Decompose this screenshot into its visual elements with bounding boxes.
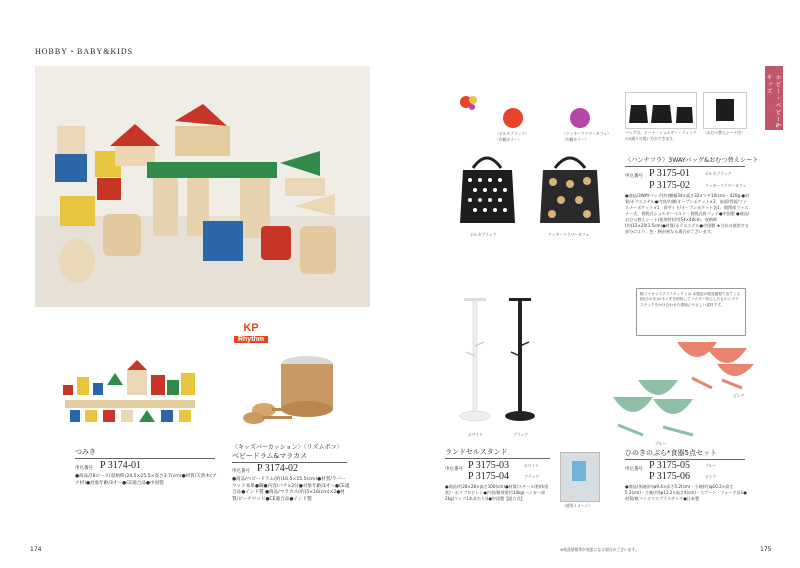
product-desc: ●商品/茶碗(約)φ9.4×高さ5.2(cm)・小碗(約)φ10.2×高さ5.2(cm)・小鉢(約)φ11.2×高さ4(cm)・スプーン・フォーク各1●材質/植バイオマスプラスチック●日本製 <box>625 484 747 501</box>
bag-polka-label: ポルカブラック <box>470 232 497 237</box>
blue-label: ブルー <box>655 441 667 446</box>
bag-cookie-label: クッキーフラワーカフェ <box>548 232 590 237</box>
rhythm-title-1: 〈キッズパーカッション〉〈リズムポコ〉 <box>232 444 343 451</box>
swatch-cookie <box>570 108 590 128</box>
variant: ホワイト <box>524 463 540 468</box>
page-number-right: 175 <box>760 546 772 553</box>
hero-photo <box>35 66 370 307</box>
bag-title: 〈ハンナフラ〉3WAYバッグ&おむつ替えシート <box>625 157 759 164</box>
divider <box>445 458 550 459</box>
bowls-title: ひのきのぷら*食器5点セット <box>625 449 717 457</box>
product-code: P 3174-02 <box>257 463 299 474</box>
bag-ways-image <box>625 92 697 129</box>
product-code: P 3175-04 <box>468 471 510 482</box>
product-desc: ●商品/3WAYバッグ(約)横幅34×高さ32×マチ10(cm)・420g ●材質/ポリエステル●内容/内側/オープンポケット×3、前面/背面/ファスナーポケット×1、両サイド/オープンポケット各1、開閉部ファスナー式、着脱式ショルダーベルト・着脱式肩パッド●中国製 ●商品/おむつ替えシート(使用時)(約)54×40cm、収納時(約)13×20(1.5cm)●材質/ポリエステル●中国製 ★当社の使用する部分により、色・柄が異なる場合がございます。 <box>625 193 750 234</box>
product-desc: ●商品/ベビードラム(約)16.5×15.5(cm)●材質/ラバーウッド本革●鋼●内容/バチ×2付●対象年齢/3才〜●CE適合品●インド製 ●商品/マラカス(約)5×16(cm)×2●材質/ビーチウッド●CE適合品●インド製 <box>232 477 350 502</box>
apply-label: 申込番号 <box>625 467 643 472</box>
stand-white-label: ホワイト <box>468 432 484 437</box>
sheet-caption: 〈おむつ替えシート付〉 <box>703 130 745 135</box>
bag-polka-image <box>455 148 520 228</box>
product-code: P 3175-01 <box>649 168 691 179</box>
kp-logo-text: KP <box>243 322 259 334</box>
variant: ブルー <box>705 463 717 468</box>
biomass-note <box>636 288 746 336</box>
tsumiki-image <box>55 355 205 430</box>
swatch-polka <box>503 108 523 128</box>
brand-flower-icon <box>458 94 480 112</box>
apply-label: 申込番号 <box>75 466 93 471</box>
product-desc: ●商品/78ピース(収納時)24.5×25.5×高さ3.7(cm)●材質/天然木(ブナ材)●対象年齢/3才〜●CE適合品●中国製 <box>75 474 217 486</box>
page-number-left: 174 <box>30 546 42 553</box>
sheet-image <box>703 92 747 129</box>
swatch-cookie-label: 〈クッキーフラワーカフェ〉 〈内側カラー〉 <box>562 131 611 142</box>
divider <box>625 166 745 167</box>
product-code: P 3175-06 <box>649 471 691 482</box>
variant: ポルカブラック <box>705 171 732 176</box>
swatch-polka-label: 〈ポルカブラック〉 〈内側カラー〉 <box>495 131 530 142</box>
apply-label: 申込番号 <box>232 469 250 474</box>
stand-title: ランドセルスタンド <box>445 448 508 456</box>
pink-label: ピンク <box>733 393 745 398</box>
stand-black-label: ブラック <box>513 432 529 437</box>
variant: クッキーフラワーカフェ <box>705 183 747 188</box>
product-desc: ●商品/約28×28×高さ100(cm)●材質/スチール(粉体塗装)・ポリプロピレン●内容/耐荷重約10kg(ハンガー部2kg(フック1本あたり))●中国製【組立式】 <box>445 484 549 501</box>
bag-ways-caption: バッグは、トート・ショルダー・リュックの3通りの使い方ができます。 <box>625 130 697 141</box>
bowls-blue-image <box>608 375 708 440</box>
stand-white-image <box>458 296 493 426</box>
stand-black-image <box>503 296 538 426</box>
product-code: P 3175-02 <box>649 180 691 191</box>
kp-logo-sub: Rhythm <box>234 336 268 343</box>
variant: ピンク <box>705 474 717 479</box>
side-tab: ホビー・ベビー&キッズ <box>765 66 783 130</box>
product-code: P 3175-05 <box>649 460 691 471</box>
rhythm-title-2: ベビードラム&マラカス <box>232 452 308 460</box>
apply-label: 申込番号 <box>445 467 463 472</box>
footer-note: ※商品情報等が変更になる場合がございます。 <box>560 547 639 552</box>
tsumiki-title: つみき <box>75 448 96 456</box>
kp-logo <box>234 322 268 352</box>
divider <box>75 458 215 459</box>
variant: ブラック <box>524 474 540 479</box>
biomass-note-text: 植バイオマスプラスチックとは 本製品の製造過程で出てくる籾(ひのき)の木くずを粉砕してパウダー状にしたものとプラスチックをかけ合わせた環境にやさしい素材です。 <box>640 292 741 307</box>
drum-image <box>232 352 347 432</box>
section-title: HOBBY・BABY&KIDS <box>35 47 134 56</box>
apply-label: 申込番号 <box>625 174 643 179</box>
bag-cookie-image <box>535 148 605 228</box>
usage-caption: 〈使用イメージ〉 <box>562 503 593 508</box>
product-code: P 3174-01 <box>100 460 142 471</box>
usage-image <box>560 452 600 502</box>
product-code: P 3175-03 <box>468 460 510 471</box>
